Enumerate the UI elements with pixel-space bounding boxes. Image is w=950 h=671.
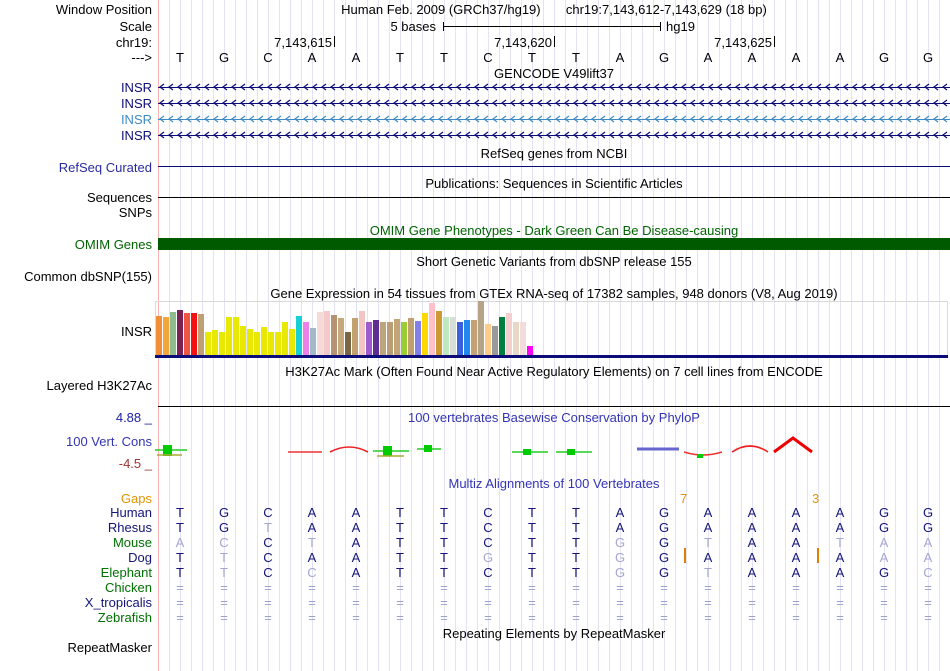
gtex-bar (499, 317, 505, 355)
strand-arrows (160, 100, 947, 106)
assembly-short: hg19 (666, 19, 695, 34)
ruler-tick-label: 7,143,615 (274, 35, 332, 50)
gtex-bar (191, 313, 197, 355)
aligned-base: A (351, 535, 361, 550)
aligned-base: = (396, 610, 404, 625)
aligned-base: = (704, 595, 712, 610)
phylop-block (163, 445, 172, 456)
aligned-base: = (352, 580, 360, 595)
gtex-bar (296, 316, 302, 355)
dbsnp-title: Short Genetic Variants from dbSNP release 155 (416, 254, 692, 269)
scale-value: 5 bases (390, 19, 436, 34)
sidebar-item-species[interactable]: Zebrafish (97, 610, 152, 625)
aligned-base: T (176, 550, 184, 565)
gtex-bar (429, 303, 435, 355)
aligned-base: A (791, 565, 801, 580)
gtex-bar (387, 322, 393, 355)
aligned-base: = (352, 610, 360, 625)
aligned-base: T (572, 565, 580, 580)
gtex-bar (205, 332, 211, 355)
aligned-base: = (484, 610, 492, 625)
aligned-base: = (396, 595, 404, 610)
aligned-base: = (924, 610, 932, 625)
aligned-base: = (264, 610, 272, 625)
h3k27ac-title: H3K27Ac Mark (Often Found Near Active Regulatory Elements) on 7 cell lines from ENCODE (285, 364, 823, 379)
aligned-base: G (658, 550, 670, 565)
gtex-bar (492, 326, 498, 355)
gtex-bar (338, 318, 344, 355)
aligned-base: G (658, 535, 670, 550)
ref-base: C (483, 50, 493, 65)
aligned-base: G (878, 565, 890, 580)
gtex-bar (422, 313, 428, 355)
track-label-gaps[interactable]: Gaps (120, 491, 152, 506)
aligned-base: = (528, 580, 536, 595)
aligned-base: = (616, 595, 624, 610)
aligned-base: G (922, 505, 934, 520)
gtex-bar (478, 301, 484, 355)
gtex-bar (170, 312, 176, 355)
aligned-base: = (748, 595, 756, 610)
gtex-bar (247, 329, 253, 355)
track-label-h3k27ac[interactable]: Layered H3K27Ac (46, 378, 152, 393)
gtex-bar (261, 327, 267, 355)
gtex-bar (380, 322, 386, 355)
aligned-base: A (351, 505, 361, 520)
gtex-bar (268, 332, 274, 355)
aligned-base: A (791, 550, 801, 565)
gtex-bar (520, 322, 526, 355)
aligned-base: T (440, 550, 448, 565)
aligned-base: = (748, 580, 756, 595)
aligned-base: C (219, 535, 229, 550)
aligned-base: = (836, 595, 844, 610)
sidebar-item-species[interactable]: X_tropicalis (84, 595, 152, 610)
phylop-block (697, 454, 703, 458)
ref-base: A (747, 50, 757, 65)
gtex-bar (359, 311, 365, 355)
gtex-bar (527, 346, 533, 355)
aligned-base: A (307, 505, 317, 520)
ruler-tick-mark (554, 36, 555, 47)
aligned-base: = (176, 580, 184, 595)
sidebar-item-insr[interactable]: INSR (120, 80, 152, 95)
aligned-base: A (615, 520, 625, 535)
refseq-title: RefSeq genes from NCBI (480, 146, 628, 161)
gtex-bar (303, 322, 309, 355)
aligned-base: T (396, 550, 404, 565)
ref-base: T (572, 50, 580, 65)
ref-base: G (922, 50, 934, 65)
aligned-base: T (308, 535, 316, 550)
aligned-base: = (704, 610, 712, 625)
aligned-base: = (484, 580, 492, 595)
publications-title: Publications: Sequences in Scientific Articles (425, 176, 683, 191)
aligned-base: A (307, 520, 317, 535)
aligned-base: C (307, 565, 317, 580)
aligned-base: G (658, 565, 670, 580)
assembly-text: Human Feb. 2009 (GRCh37/hg19) (341, 2, 541, 17)
omim-title: OMIM Gene Phenotypes - Dark Green Can Be Disease-causing (369, 223, 739, 238)
aligned-base: = (924, 595, 932, 610)
aligned-base: A (703, 550, 713, 565)
gtex-bar (394, 319, 400, 355)
aligned-base: G (218, 520, 230, 535)
aligned-base: G (658, 520, 670, 535)
aligned-base: = (572, 595, 580, 610)
omim-gene-bar[interactable] (158, 238, 950, 250)
gtex-bar (373, 320, 379, 355)
aligned-base: A (615, 505, 625, 520)
gtex-bar (289, 329, 295, 355)
aligned-base: T (572, 505, 580, 520)
track-label-100-vert-cons[interactable]: 100 Vert. Cons (66, 434, 152, 449)
aligned-base: T (396, 505, 404, 520)
strand-arrows (160, 132, 947, 138)
strand-arrows (160, 116, 947, 122)
strand-arrows (160, 84, 947, 90)
ref-base: T (176, 50, 184, 65)
gtex-bar (401, 322, 407, 355)
aligned-base: A (175, 535, 185, 550)
aligned-base: T (176, 520, 184, 535)
sidebar-item-species[interactable]: Dog (128, 550, 152, 565)
aligned-base: T (396, 520, 404, 535)
aligned-base: A (923, 535, 933, 550)
aligned-base: A (351, 550, 361, 565)
aligned-base: T (836, 535, 844, 550)
aligned-base: = (220, 595, 228, 610)
gtex-bar (436, 311, 442, 355)
aligned-base: = (264, 595, 272, 610)
gtex-bar (345, 332, 351, 355)
ref-base: A (703, 50, 713, 65)
aligned-base: = (176, 595, 184, 610)
gtex-bar (226, 317, 232, 355)
aligned-base: = (880, 595, 888, 610)
gencode-title: GENCODE V49lift37 (494, 66, 614, 81)
aligned-base: = (396, 580, 404, 595)
phylop-block (424, 445, 432, 452)
aligned-base: A (703, 520, 713, 535)
phylop-arc (732, 446, 768, 452)
sidebar-item-species[interactable]: Rhesus (107, 520, 152, 535)
aligned-base: C (263, 505, 273, 520)
aligned-base: A (835, 505, 845, 520)
gtex-bar (366, 322, 372, 355)
refseq-gene-line[interactable] (158, 166, 950, 167)
gtex-bar (450, 317, 456, 355)
aligned-base: T (440, 520, 448, 535)
chrom-label: chr19: (115, 35, 152, 50)
sequences-line[interactable] (158, 197, 950, 198)
aligned-base: A (747, 565, 757, 580)
insertion-mark (817, 548, 819, 563)
sidebar-item-species[interactable]: Human (110, 505, 152, 520)
aligned-base: T (176, 505, 184, 520)
aligned-base: = (616, 580, 624, 595)
ref-base: G (658, 50, 670, 65)
ruler-tick-label: 7,143,625 (714, 35, 772, 50)
window-position-label: Window Position (55, 2, 152, 17)
ruler-tick-label: 7,143,620 (494, 35, 552, 50)
aligned-base: T (528, 535, 536, 550)
aligned-base: A (791, 520, 801, 535)
track-label-common-dbsnp[interactable]: Common dbSNP(155) (24, 269, 152, 284)
aligned-base: G (658, 505, 670, 520)
sidebar-item-species[interactable]: Chicken (105, 580, 152, 595)
aligned-base: = (572, 610, 580, 625)
gtex-bar (408, 318, 414, 355)
track-label-refseq-curated[interactable]: RefSeq Curated (58, 160, 152, 175)
aligned-base: A (923, 550, 933, 565)
aligned-base: T (528, 565, 536, 580)
aligned-base: = (660, 595, 668, 610)
aligned-base: = (176, 610, 184, 625)
aligned-base: = (660, 610, 668, 625)
aligned-base: T (528, 550, 536, 565)
aligned-base: A (791, 535, 801, 550)
aligned-base: = (264, 580, 272, 595)
aligned-base: C (483, 520, 493, 535)
aligned-base: G (878, 520, 890, 535)
sidebar-item-species[interactable]: Mouse (112, 535, 152, 550)
aligned-base: T (528, 520, 536, 535)
phylop-block (383, 446, 392, 456)
ref-base: A (791, 50, 801, 65)
aligned-base: T (220, 565, 228, 580)
gtex-bar (317, 312, 323, 355)
aligned-base: T (440, 565, 448, 580)
aligned-base: T (572, 520, 580, 535)
aligned-base: A (747, 535, 757, 550)
aligned-base: G (878, 505, 890, 520)
aligned-base: A (835, 550, 845, 565)
ref-base: A (307, 50, 317, 65)
aligned-base: A (835, 520, 845, 535)
aligned-base: = (220, 580, 228, 595)
aligned-base: = (704, 580, 712, 595)
ruler-tick-mark (334, 36, 335, 47)
sidebar-item-insr[interactable]: INSR (120, 128, 152, 143)
aligned-base: T (572, 550, 580, 565)
ref-base: G (878, 50, 890, 65)
gtex-title: Gene Expression in 54 tissues from GTEx RNA-seq of 17382 samples, 948 donors (V8, Aug 2019) (270, 286, 838, 301)
gtex-bar (513, 322, 519, 355)
aligned-base: A (351, 520, 361, 535)
aligned-base: A (351, 565, 361, 580)
gtex-bar (212, 330, 218, 355)
h3k27ac-baseline (158, 406, 950, 407)
aligned-base: T (704, 565, 712, 580)
aligned-base: G (614, 550, 626, 565)
ref-base: T (440, 50, 448, 65)
aligned-base: = (792, 610, 800, 625)
ref-base: A (615, 50, 625, 65)
conservation-max-value: 4.88 _ (115, 410, 152, 425)
aligned-base: = (924, 580, 932, 595)
aligned-base: A (307, 550, 317, 565)
track-label-sequences[interactable]: Sequences (86, 190, 152, 205)
gap-size: 3 (812, 491, 820, 506)
gtex-bar (275, 332, 281, 355)
aligned-base: G (922, 520, 934, 535)
gtex-bar (415, 321, 421, 355)
ref-base: T (528, 50, 536, 65)
aligned-base: = (440, 580, 448, 595)
track-label-repeatmasker[interactable]: RepeatMasker (67, 640, 152, 655)
gtex-bar (163, 317, 169, 355)
track-label-gtex-insr[interactable]: INSR (120, 324, 152, 339)
track-label-omim-genes[interactable]: OMIM Genes (74, 237, 152, 252)
aligned-base: = (660, 580, 668, 595)
gtex-bar (324, 311, 330, 355)
aligned-base: C (263, 535, 273, 550)
conservation-min-value: -4.5 _ (118, 456, 152, 471)
phylop-arc (330, 447, 368, 452)
scale-bar (443, 22, 661, 31)
aligned-base: G (614, 535, 626, 550)
aligned-base: = (572, 580, 580, 595)
aligned-base: = (748, 610, 756, 625)
aligned-base: G (218, 505, 230, 520)
gtex-bar (233, 317, 239, 355)
aligned-base: T (264, 520, 272, 535)
window-position-value (158, 2, 950, 17)
multiz-title: Multiz Alignments of 100 Vertebrates (448, 476, 660, 491)
aligned-base: T (176, 565, 184, 580)
aligned-base: T (396, 565, 404, 580)
gtex-bar (254, 332, 260, 355)
phylop-arc (684, 452, 722, 455)
repeatmasker-title: Repeating Elements by RepeatMasker (442, 626, 666, 641)
gtex-bar (282, 322, 288, 355)
aligned-base: A (835, 565, 845, 580)
sidebar-item-species[interactable]: Elephant (100, 565, 152, 580)
sidebar-item-insr[interactable]: INSR (120, 112, 152, 127)
gtex-bar (310, 328, 316, 355)
aligned-base: T (396, 535, 404, 550)
ref-base: T (396, 50, 404, 65)
aligned-base: A (747, 520, 757, 535)
aligned-base: T (704, 535, 712, 550)
track-label-snps[interactable]: SNPs (118, 205, 152, 220)
sidebar-item-insr[interactable]: INSR (120, 96, 152, 111)
gtex-baseline (155, 355, 948, 358)
aligned-base: T (220, 550, 228, 565)
aligned-base: = (880, 610, 888, 625)
gtex-bar (485, 324, 491, 355)
gtex-bar (184, 313, 190, 355)
ref-base: A (835, 50, 845, 65)
aligned-base: G (482, 550, 494, 565)
gtex-bar (240, 326, 246, 355)
gtex-bar (352, 318, 358, 355)
aligned-base: = (836, 610, 844, 625)
aligned-base: = (528, 595, 536, 610)
aligned-base: T (572, 535, 580, 550)
aligned-base: C (483, 565, 493, 580)
gtex-bar (471, 320, 477, 355)
aligned-base: = (792, 595, 800, 610)
phylop-block (567, 449, 575, 455)
gtex-bar (506, 313, 512, 355)
aligned-base: = (792, 580, 800, 595)
aligned-base: C (263, 565, 273, 580)
gtex-bar (219, 332, 225, 355)
aligned-base: A (879, 535, 889, 550)
aligned-base: A (879, 550, 889, 565)
aligned-base: = (308, 580, 316, 595)
aligned-base: C (923, 565, 933, 580)
aligned-base: = (528, 610, 536, 625)
phylop-peak (774, 438, 812, 452)
ref-base: A (351, 50, 361, 65)
aligned-base: C (483, 505, 493, 520)
aligned-base: = (880, 580, 888, 595)
aligned-base: = (836, 580, 844, 595)
aligned-base: = (352, 595, 360, 610)
aligned-base: = (308, 595, 316, 610)
ruler-tick-mark (774, 36, 775, 47)
insertion-mark (684, 548, 686, 563)
phylop-block (523, 449, 531, 455)
aligned-base: A (747, 505, 757, 520)
aligned-base: A (703, 505, 713, 520)
gtex-bar (443, 317, 449, 355)
strand-label: ---> (131, 50, 152, 65)
conservation-title: 100 vertebrates Basewise Conservation by PhyloP (408, 410, 700, 425)
position-text: chr19:7,143,612-7,143,629 (18 bp) (565, 2, 767, 17)
gtex-bar (177, 310, 183, 355)
aligned-base: A (747, 550, 757, 565)
aligned-base: T (528, 505, 536, 520)
aligned-base: = (616, 610, 624, 625)
aligned-base: = (484, 595, 492, 610)
aligned-base: T (440, 535, 448, 550)
gtex-bar (464, 320, 470, 355)
scale-label: Scale (119, 19, 152, 34)
aligned-base: = (308, 610, 316, 625)
aligned-base: = (440, 610, 448, 625)
ref-base: G (218, 50, 230, 65)
aligned-base: G (614, 565, 626, 580)
aligned-base: C (483, 535, 493, 550)
aligned-base: = (220, 610, 228, 625)
aligned-base: C (263, 550, 273, 565)
aligned-base: = (440, 595, 448, 610)
gtex-bar (198, 314, 204, 355)
aligned-base: A (791, 505, 801, 520)
aligned-base: T (440, 505, 448, 520)
gtex-bar (156, 316, 162, 355)
gap-size: 7 (680, 491, 688, 506)
gtex-bar (331, 315, 337, 355)
gtex-bar (457, 322, 463, 355)
ref-base: C (263, 50, 273, 65)
